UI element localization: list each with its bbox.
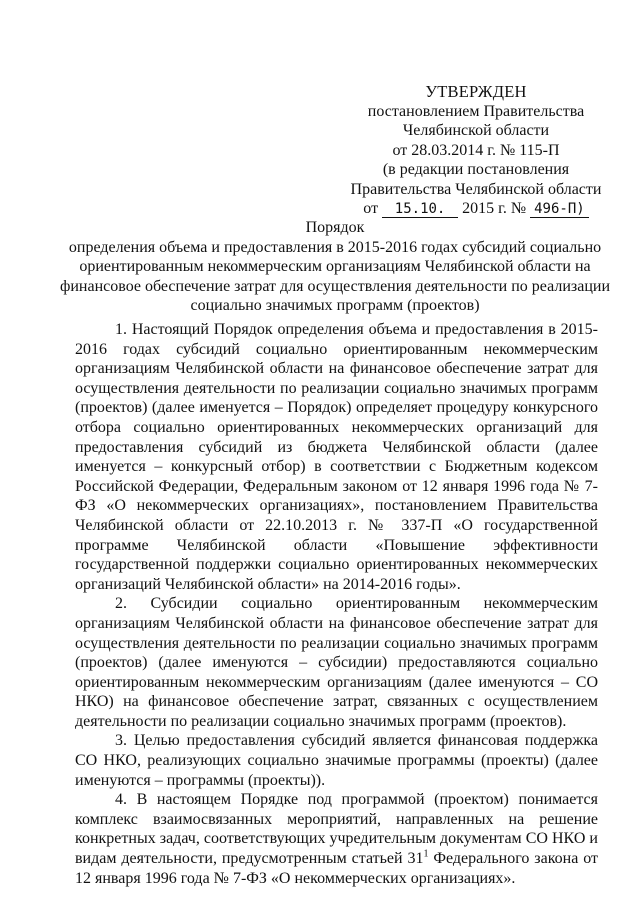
approval-prefix: от [363,200,379,217]
approval-line: Челябинской области [402,122,550,139]
approval-date-line [340,199,612,219]
paragraph-4-text: 4. В настоящем Порядке под программой (проектом) понимается комплекс взаимосвязанных мероприятий, направленных на решение конкретных задач, соответствующих учредительным документам СО НКО и видам деятельности, предусмотренным статьей 31 [75,791,598,868]
approval-line: постановлением Правительства [367,102,585,120]
paragraph-4-text-end: Федерального закона от 12 января 1996 года № 7-ФЗ «О некоммерческих организациях». [75,850,598,887]
title-line: ориентированным некоммерческим организациям Челябинской области на [79,258,591,275]
approval-year: 2015 г. № [462,200,527,217]
approval-line: от 28.03.2014 г. № 115-П [392,141,560,159]
document-body [75,320,598,888]
paragraph-4 [75,790,598,888]
article-superscript: 1 [423,848,429,860]
paragraph-3: 3. Целью предоставления субсидий является финансовая поддержка СО НКО, реализующих социально значимые программы (проекты) (далее именуются – программы (проекты)). [75,732,598,789]
title-heading: Порядок [305,219,365,236]
approval-line: Правительства Челябинской области [350,180,602,198]
title-line: социально значимых программ (проектов) [190,297,480,314]
approval-date-fill: 15.10. [382,202,458,218]
document-title [60,218,610,316]
approval-heading: УТВЕРЖДЕН [425,82,527,101]
approval-line: (в редакции постановления [382,161,570,178]
approval-stamp [340,82,612,219]
title-line: определения объема и предоставления в 2015-2016 годах субсидий социально [68,238,602,256]
paragraph-1: 1. Настоящий Порядок определения объема и предоставления в 2015-2016 годах субсидий социально ориентированным некоммерческим организациям Челябинской области на финансовое обеспечение затрат для осуществления деятельности по реализации социально значимых программ (проектов) (далее именуется – Порядок) определяет процедуру конкурсного отбора социально ориентированных некоммерческих организаций для предоставления субсидий из бюджета Челябинской области (далее именуется – конкурсный отбор) в соответствии с Бюджетным кодексом Российской Федерации, Федеральным законом от 12 января 1996 года № 7-ФЗ «О некоммерческих организациях», постановлением Правительства Челябинской области от 22.10.2013 г. № 337-П «О государственной программе Челябинской области «Повышение эффективности государственной поддержки социально ориентированных некоммерческих организаций Челябинской области» на 2014-2016 годы». [75,321,598,593]
approval-number-fill: 496-П) [530,202,589,218]
title-line: финансовое обеспечение затрат для осуществления деятельности по реализации [60,277,610,295]
paragraph-2: 2. Субсидии социально ориентированным некоммерческим организациям Челябинской области на финансовое обеспечение затрат для осуществления деятельности по реализации социально значимых программ (проектов) (далее именуются – субсидии) предоставляются социально ориентированным некоммерческим организациям (далее именуются – СО НКО) на финансовое обеспечение затрат, связанных с осуществлением деятельности по реализации социально значимых программ (проектов). [75,595,598,730]
